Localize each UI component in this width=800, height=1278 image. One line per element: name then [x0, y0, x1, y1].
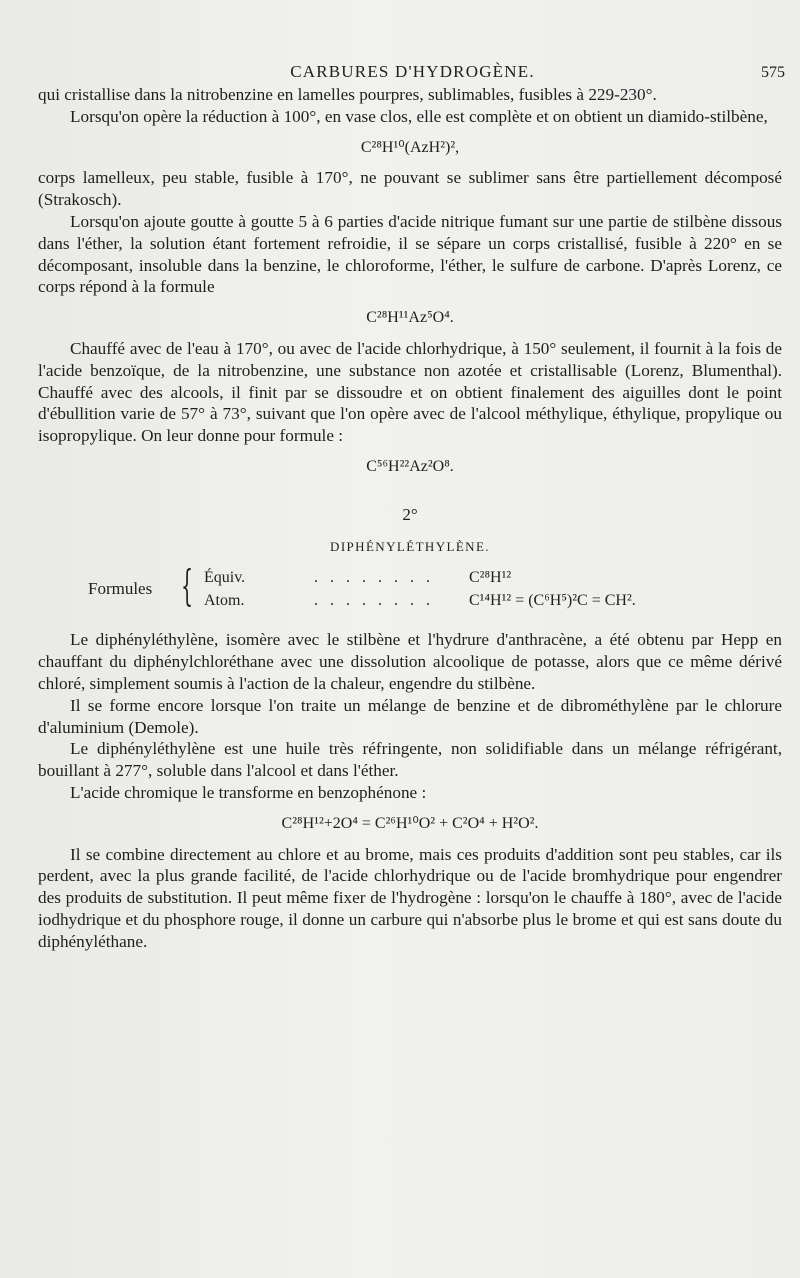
chemical-formula: C⁵⁶H²²Az²O⁸. — [366, 457, 454, 475]
chemical-formula: C²⁸H¹⁰(AzH²)², — [360, 138, 460, 156]
paragraph: L'acide chromique le transforme en benzophénone : — [70, 782, 427, 802]
page-body — [38, 84, 782, 953]
paragraph: qui cristallise dans la nitrobenzine en lamelles pourpres, sublimables, fusibles à 229-230°. — [38, 85, 657, 104]
running-title: CARBURES D'HYDROGÈNE. — [290, 62, 535, 81]
formulae-label: Formules — [88, 579, 153, 599]
leader-dots: . . . . . . . . — [314, 569, 434, 587]
formulae-table — [38, 561, 782, 615]
section-title: DIPHÉNYLÉTHYLÈNE. — [330, 538, 490, 554]
paragraph: corps lamelleux, peu stable, fusible à 170°, ne pouvant se sublimer sans être partiellement décomposé (Strakosch). — [38, 168, 782, 210]
paragraph: Lorsqu'on opère la réduction à 100°, en vase clos, elle est complète et on obtient un diamido-stilbène, — [70, 106, 768, 126]
paragraph: Le diphényléthylène est une huile très réfringente, non solidifiable dans un mélange réfrigérant, bouillant à 277°, soluble dans l'alcool et dans l'éther. — [38, 739, 782, 781]
chemical-equation: C²⁸H¹²+2O⁴ = C²⁶H¹⁰O² + C²O⁴ + H²O². — [281, 814, 539, 832]
chemical-formula: C²⁸H¹¹Az⁵O⁴. — [366, 309, 454, 327]
paragraph: Lorsqu'on ajoute goutte à goutte 5 à 6 parties d'acide nitrique fumant sur une partie de stilbène dissous dans l'éther, la solution étant fortement refroidie, il se sépare un corps cristallisé, fusible à 220° en se décomposant, insoluble dans la benzine, le chloroforme, l'éther, le sulfure de carbone. D'après Lorenz, ce corps répond à la formule — [38, 211, 782, 297]
formula-row-equiv — [204, 567, 511, 589]
paragraph: Il se forme encore lorsque l'on traite un mélange de benzine et de dibrométhylène par le chlorure d'aluminium (Demole). — [38, 695, 782, 737]
page-header — [40, 62, 785, 84]
formula-row-value: C¹⁴H¹² = (C⁶H⁵)²C = CH². — [469, 592, 636, 610]
paragraph: Chauffé avec de l'eau à 170°, ou avec de l'acide chlorhydrique, à 150° seulement, il fournit à la fois de l'acide benzoïque, de la nitrobenzine, une substance non azotée et cristallisable (Lorenz, Blumenthal). Chauffé avec des alcools, il finit par se dissoudre et on obtient finalement des aiguilles dont le point d'ébullition varie de 57° à 73°, suivant que l'on opère avec de l'alcool méthylique, éthylique, propylique ou isopropylique. On leur donne pour formule : — [38, 338, 782, 446]
page-number: 575 — [761, 64, 785, 81]
formula-row-label: Équiv. — [204, 569, 246, 587]
formula-row-atom — [204, 590, 636, 612]
paragraph: Le diphényléthylène, isomère avec le stilbène et l'hydrure d'anthracène, a été obtenu par Hepp en chauffant du diphénylchloréthane avec une dissolution alcoolique de potasse, alors que ce même dérivé chloré, simplement soumis à l'action de la chaleur, engendre du stilbène. — [38, 630, 782, 693]
leader-dots: . . . . . . . . — [314, 592, 434, 610]
paragraph: Il se combine directement au chlore et au brome, mais ces produits d'addition sont peu stables, car ils perdent, avec la plus grande facilité, de l'acide chlorhydrique ou de l'acide bromhydrique pour engendrer des produits de substitution. Il peut même fixer de l'hydrogène : lorsqu'on le chauffe à 180°, avec de l'acide iodhydrique et du phosphore rouge, il donne un carbure qui n'absorbe plus le brome et qui est sans doute du diphényléthane. — [38, 844, 782, 951]
formula-row-label: Atom. — [204, 592, 245, 610]
section-number: 2° — [402, 504, 418, 524]
curly-brace-icon: { — [181, 561, 194, 611]
formula-row-value: C²⁸H¹² — [469, 569, 512, 587]
